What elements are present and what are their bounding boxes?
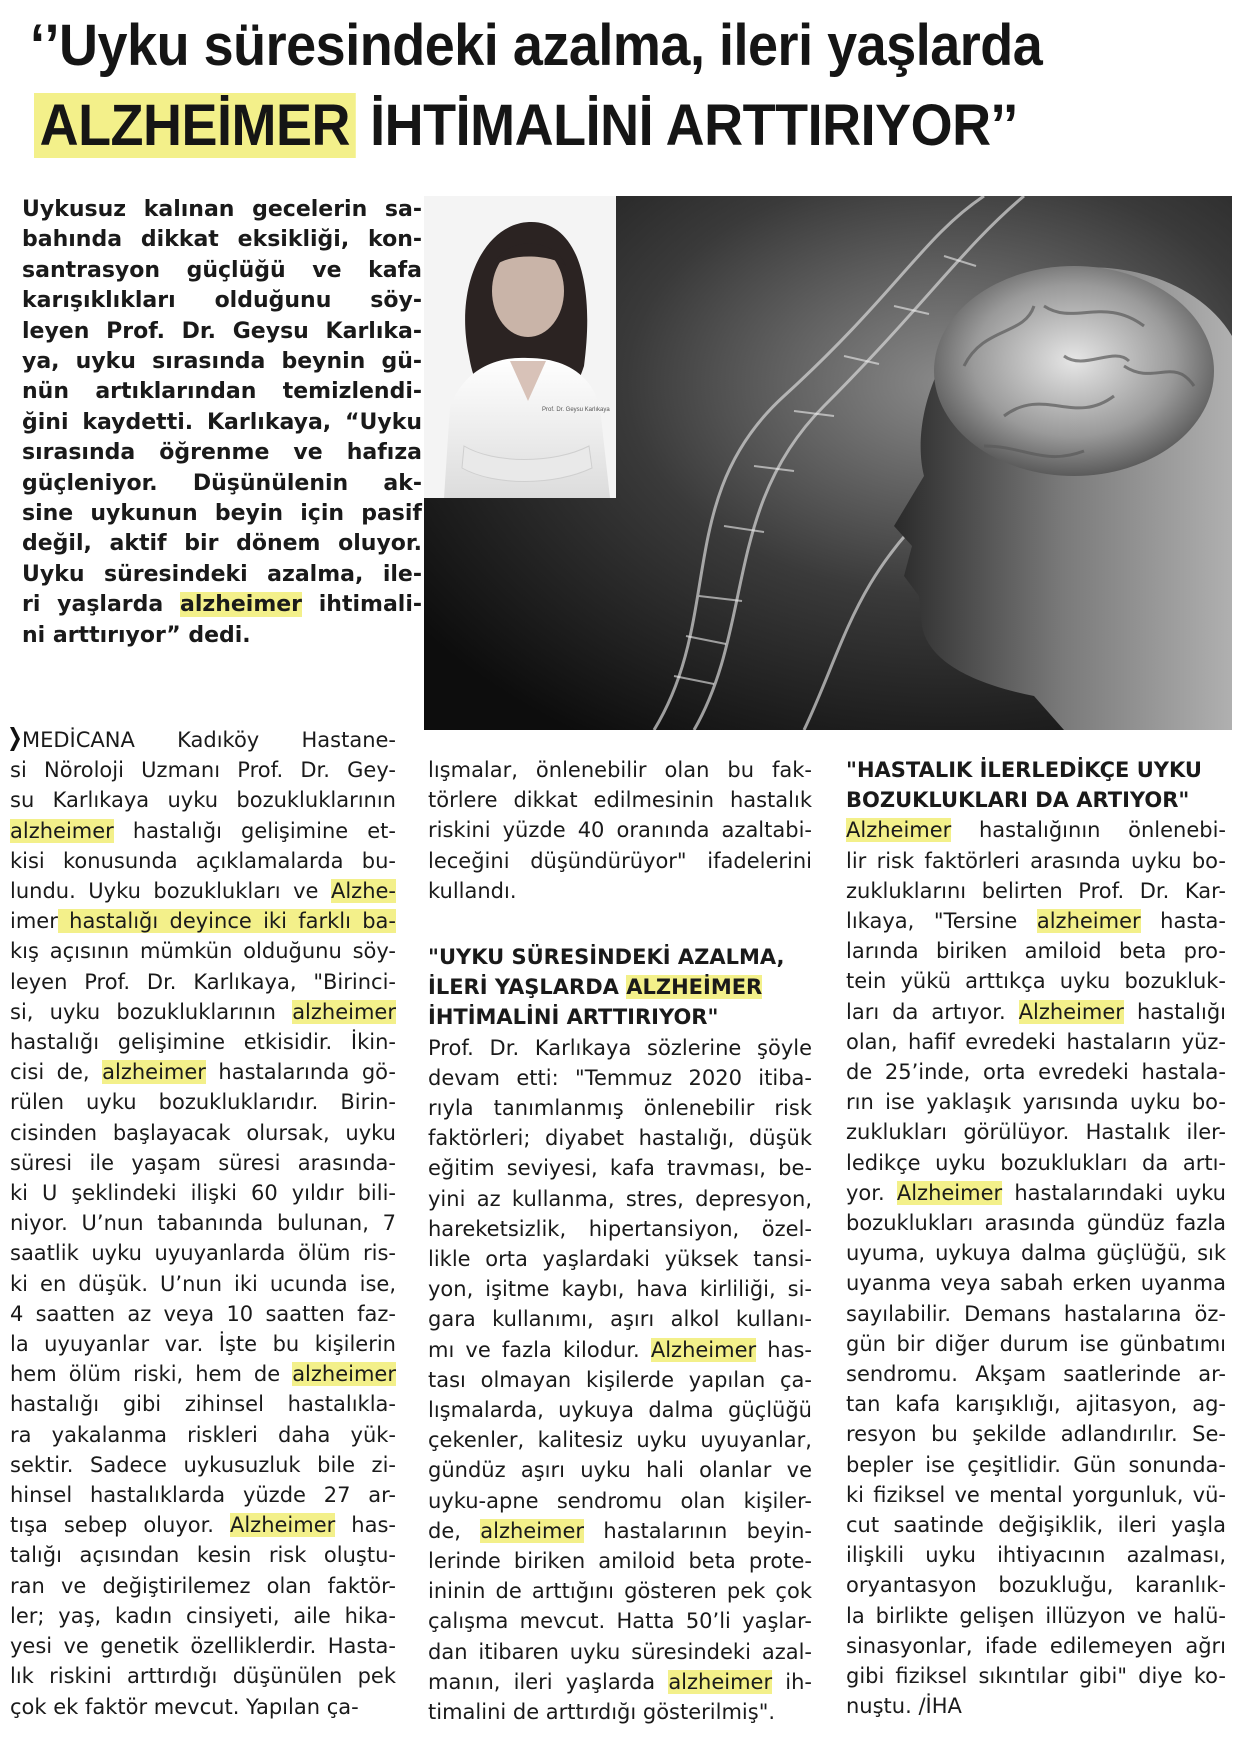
text-line: alzheimer hastalığı gelişimine et- [10,818,396,843]
text-line: yon, işitme kaybı, hava kirliliği, si- [428,1277,812,1302]
text-line: süresi ile yaşam süresi arasında- [10,1150,396,1175]
text-line: ilişkili uyku ihtiyacının azalması, [846,1543,1226,1568]
highlighted-term: ALZHEİMER [626,975,763,1000]
text-line: santrasyon güçlüğü ve kafa [22,257,422,283]
text-line: uyku-apne sendromu olan kişiler- [428,1488,812,1513]
text-line: saatlik uyku uyuyanlarda ölüm ris- [10,1241,396,1266]
text-line: eğitim seviyesi, kafa travması, be- [428,1156,812,1181]
text-line: la uyuyanlar var. İşte bu kişilerin [10,1332,396,1357]
text-line: de, alzheimer hastalarının beyin- [428,1518,812,1543]
text-line: likle orta yaşlardaki yüksek tansi- [428,1247,812,1272]
text-line: ni arttırıyor” dedi. [22,622,251,648]
text-line: ki U şeklindeki ilişki 60 yıldır bili- [10,1181,396,1206]
text-line: cut saatinde değişiklik, ileri yaşla [846,1513,1226,1538]
text-line: yesi ve genetik özelliklerdir. Hasta- [10,1634,396,1659]
highlighted-term: alzheimer [10,818,114,843]
text-line: sırasında öğrenme ve hafıza [22,440,422,466]
text-line: çalışma mevcut. Hatta 50’li yaşlar- [428,1609,812,1634]
text-line: karışıklıkları olduğunu söy- [22,288,422,314]
text-line: uyuma, uykuya dalma güçlüğü, sık [846,1241,1226,1266]
text-line: lundu. Uyku bozuklukları ve Alzhe- [10,879,396,904]
text-line: riskini yüzde 40 oranında azaltabi- [428,818,812,843]
text-line: zuklukları görülüyor. Hastalık iler- [846,1120,1226,1145]
text-line: olan, hafif evredeki hastaların yüz- [846,1029,1226,1054]
text-line: ki en düşük. U’nun iki ucunda ise, [10,1271,396,1296]
text-line: mı ve fazla kilodur. Alzheimer has- [428,1337,813,1362]
text-line: gün bir diğer durum ise günbatımı [846,1331,1226,1356]
article-photo [424,196,1232,730]
text-line: lık riskini arttırdığı düşünülen pek [10,1664,396,1689]
column-3 [846,755,1226,1722]
text-line: lıkaya, "Tersine alzheimer hasta- [846,909,1226,934]
text-line: oryantasyon bozukluğu, karanlık- [846,1573,1226,1598]
highlighted-term: Alzheimer [650,1337,757,1362]
text-line: sinasyonlar, ifade edilemeyen ağrı [846,1633,1226,1658]
highlighted-term: alzheimer [180,592,303,618]
highlighted-term: Alzheimer [1018,999,1124,1024]
text-line: devam etti: "Temmuz 2020 itiba- [428,1065,812,1090]
highlighted-term: alzheimer [292,999,396,1024]
text-line: BOZUKLUKLARI DA ARTIYOR" [846,788,1190,813]
text-line: Alzheimer hastalığının önlenebi- [846,818,1226,843]
text-line: tası olmayan kişilerde yapılan ça- [428,1367,812,1392]
text-line: çok ek faktör mevcut. Yapılan ça- [10,1694,359,1719]
text-line: sektir. Sadece uykusuzluk bile zi- [10,1452,396,1477]
highlighted-term: alzheimer [480,1518,585,1543]
text-line: tein yükü arttıkça uyku bozukluk- [846,969,1226,994]
text-line: talığı açısından kesin risk oluştu- [10,1543,396,1568]
photo-illustration [424,196,1232,730]
text-line: Prof. Dr. Karlıkaya sözlerine şöyle [428,1035,812,1060]
text-line: ki fiziksel ve mental yorgunluk, vü- [846,1482,1226,1507]
lead-arrow-icon [10,727,20,751]
text-line: bepler ise çeşitlidir. Gün sonunda- [846,1452,1226,1477]
text-line: leyen Prof. Dr. Geysu Karlıka- [22,318,422,344]
text-line: MEDİCANA Kadıköy Hastane- [10,725,396,755]
headline-highlight: ALZHEİMER [34,93,356,158]
coat-badge: Prof. Dr. Geysu Karlıkaya [542,407,610,413]
text-line: ri yaşlarda alzheimer ihtimali- [22,592,423,618]
text-line: lir risk faktörleri arasında uyku bo- [846,848,1226,873]
highlighted-term: Alzheimer [896,1180,1003,1205]
column-3-subheading [846,755,1226,815]
headline [20,6,1220,166]
text-line: güçleniyor. Düşünülenin ak- [22,470,422,496]
text-line: ra yakalanma riskleri daha yük- [10,1422,396,1447]
text-line: sendromu. Akşam saatlerinde ar- [846,1362,1226,1387]
intro-paragraph [22,195,422,651]
text-line: ler; yaş, kadın cinsiyeti, aile hika- [10,1603,396,1628]
text-line: lerinde biriken amiloid beta prote- [428,1549,812,1574]
highlighted-term: alzheimer [102,1060,206,1085]
text-line: rülen uyku bozukluklarıdır. Birin- [10,1090,396,1115]
text-line: si, uyku bozukluklarının alzheimer [10,999,396,1024]
text-line: hinsel hastalıklarda yüzde 27 ar- [10,1483,396,1508]
text-line: ğini kaydetti. Karlıkaya, “Uyku [22,409,422,435]
text-line: çekenler, kalitesiz uyku uyuyanlar, [428,1428,812,1453]
text-line: İLERİ YAŞLARDA ALZHEİMER [428,975,763,1000]
text-line: sine uykunun beyin için pasif [22,501,422,527]
text-line: gündüz aşırı uyku hali olanlar ve [428,1458,812,1483]
text-line: hastalığı gibi zihinsel hastalıkla- [10,1392,396,1417]
text-line: gibi fiziksel sıkıntılar gibi" diye ko- [846,1664,1226,1689]
text-line: değil, aktif bir dönem oluyor. [22,531,422,557]
text-line: Uykusuz kalınan gecelerin sa- [22,197,422,222]
text-line: nün artıklarından temizlendi- [22,379,422,405]
text-line: su Karlıkaya uyku bozukluklarının [10,788,396,813]
text-line: ya, uyku sırasında beynin gü- [22,349,422,375]
text-line: gara kullanımı, aşırı alkol kullanı- [428,1307,812,1332]
text-line: timalini de arttırdığı gösterilmiş". [428,1700,776,1725]
text-line: rıyla tanımlanmış önlenebilir risk [428,1096,812,1121]
text-line: rın ise yaklaşık yarısında uyku bo- [846,1090,1226,1115]
text-line: dan itibaren uyku süresindeki azal- [428,1639,812,1664]
text-line: ledikçe uyku bozuklukları da artı- [846,1150,1226,1175]
highlighted-term: Alzheimer [846,818,952,843]
text-line: resyon bu şekilde adlandırılır. Se- [846,1422,1226,1447]
text-line: cisinden başlayacak olursak, uyku [10,1120,396,1145]
text-line: kisi konusunda açıklamalarda bu- [10,848,396,873]
text-line: yor. Alzheimer hastalarındaki uyku [846,1180,1226,1205]
column-3-paragraph [846,815,1226,1721]
text-line: tışa sebep oluyor. Alzheimer has- [10,1513,396,1538]
highlighted-term: Alzheimer [229,1513,336,1538]
highlighted-term: alzheimer [668,1669,773,1694]
highlighted-term: alzheimer [292,1362,396,1387]
highlighted-term: hastalığı deyince iki farklı ba- [57,909,396,934]
text-line: faktörleri; diyabet hastalığı, düşük [428,1126,812,1151]
text-line: bozuklukları arasında gündüz fazla [846,1211,1226,1236]
text-line: leceğini düşündürüyor" ifadelerini [428,848,812,873]
text-line: la birlikte gelişen illüzyon ve halü- [846,1603,1226,1628]
text-line: cisi de, alzheimer hastalarında gö- [10,1060,396,1085]
text-line: ları da artıyor. Alzheimer hastalığı [846,999,1226,1024]
text-line: zukluklarını belirten Prof. Dr. Kar- [846,878,1226,903]
column-2 [428,755,812,1727]
text-line: "HASTALIK İLERLEDİKÇE UYKU [846,758,1202,782]
text-line: törlere dikkat edilmesinin hastalık [428,788,812,813]
text-line: ran ve değiştirilemez olan faktör- [10,1573,396,1598]
text-line: İHTİMALİNİ ARTTIRIYOR" [428,1005,719,1030]
highlighted-term: alzheimer [1036,909,1141,934]
text-line: nuştu. /İHA [846,1694,962,1719]
text-line: kış açısının mümkün olduğunu söy- [10,939,396,964]
headline-line-2 [34,86,1137,166]
column-2-paragraph-1 [428,755,812,906]
text-line: niyor. U’nun tabanında bulunan, 7 [10,1211,396,1236]
column-1 [10,725,396,1722]
text-line: lışmalarda, uykuya dalma güçlüğü [428,1398,812,1423]
text-line: hastalığı gelişimine etkisidir. İkin- [10,1030,396,1055]
text-line: bahında dikkat eksikliği, kon- [22,227,422,253]
text-line: ininin de arttığını gösteren pek çok [428,1579,812,1604]
text-line: sayılabilir. Demans hastalarına öz- [846,1301,1226,1326]
text-line: de 25’inde, orta evredeki hastala- [846,1060,1226,1085]
text-line: hareketsizlik, hipertansiyon, özel- [428,1216,812,1241]
text-line: hem ölüm riski, hem de alzheimer [10,1362,396,1387]
column-2-subheading [428,942,812,1033]
highlighted-term: Alzhe- [330,879,396,904]
text-line: 4 saatten az veya 10 saatten faz- [10,1301,396,1326]
text-line: si Nöroloji Uzmanı Prof. Dr. Gey- [10,758,396,783]
headline-line-1: ‘’Uyku süresindeki azalma, ileri yaşlarda [30,13,1043,78]
text-line: imer hastalığı deyince iki farklı ba- [10,909,396,934]
text-line: lışmalar, önlenebilir olan bu fak- [428,758,812,782]
text-line: tan kafa karışıklığı, ajitasyon, ag- [846,1392,1226,1417]
text-line: "UYKU SÜRESİNDEKİ AZALMA, [428,945,785,970]
text-line: leyen Prof. Dr. Karlıkaya, "Birinci- [10,969,396,994]
text-line: Uyku süresindeki azalma, ile- [22,561,422,587]
headline-rest: İHTİMALİNİ ARTTIRIYOR’’ [355,93,1018,158]
column-2-paragraph-2 [428,1033,812,1728]
text-line: kullandı. [428,878,517,903]
text-line: manın, ileri yaşlarda alzheimer ih- [428,1669,812,1694]
text-line: uyanma veya sabah erken uyanma [846,1271,1226,1296]
text-line: larında biriken amiloid beta pro- [846,939,1226,964]
text-line: yini az kullanma, stres, depresyon, [428,1186,812,1211]
